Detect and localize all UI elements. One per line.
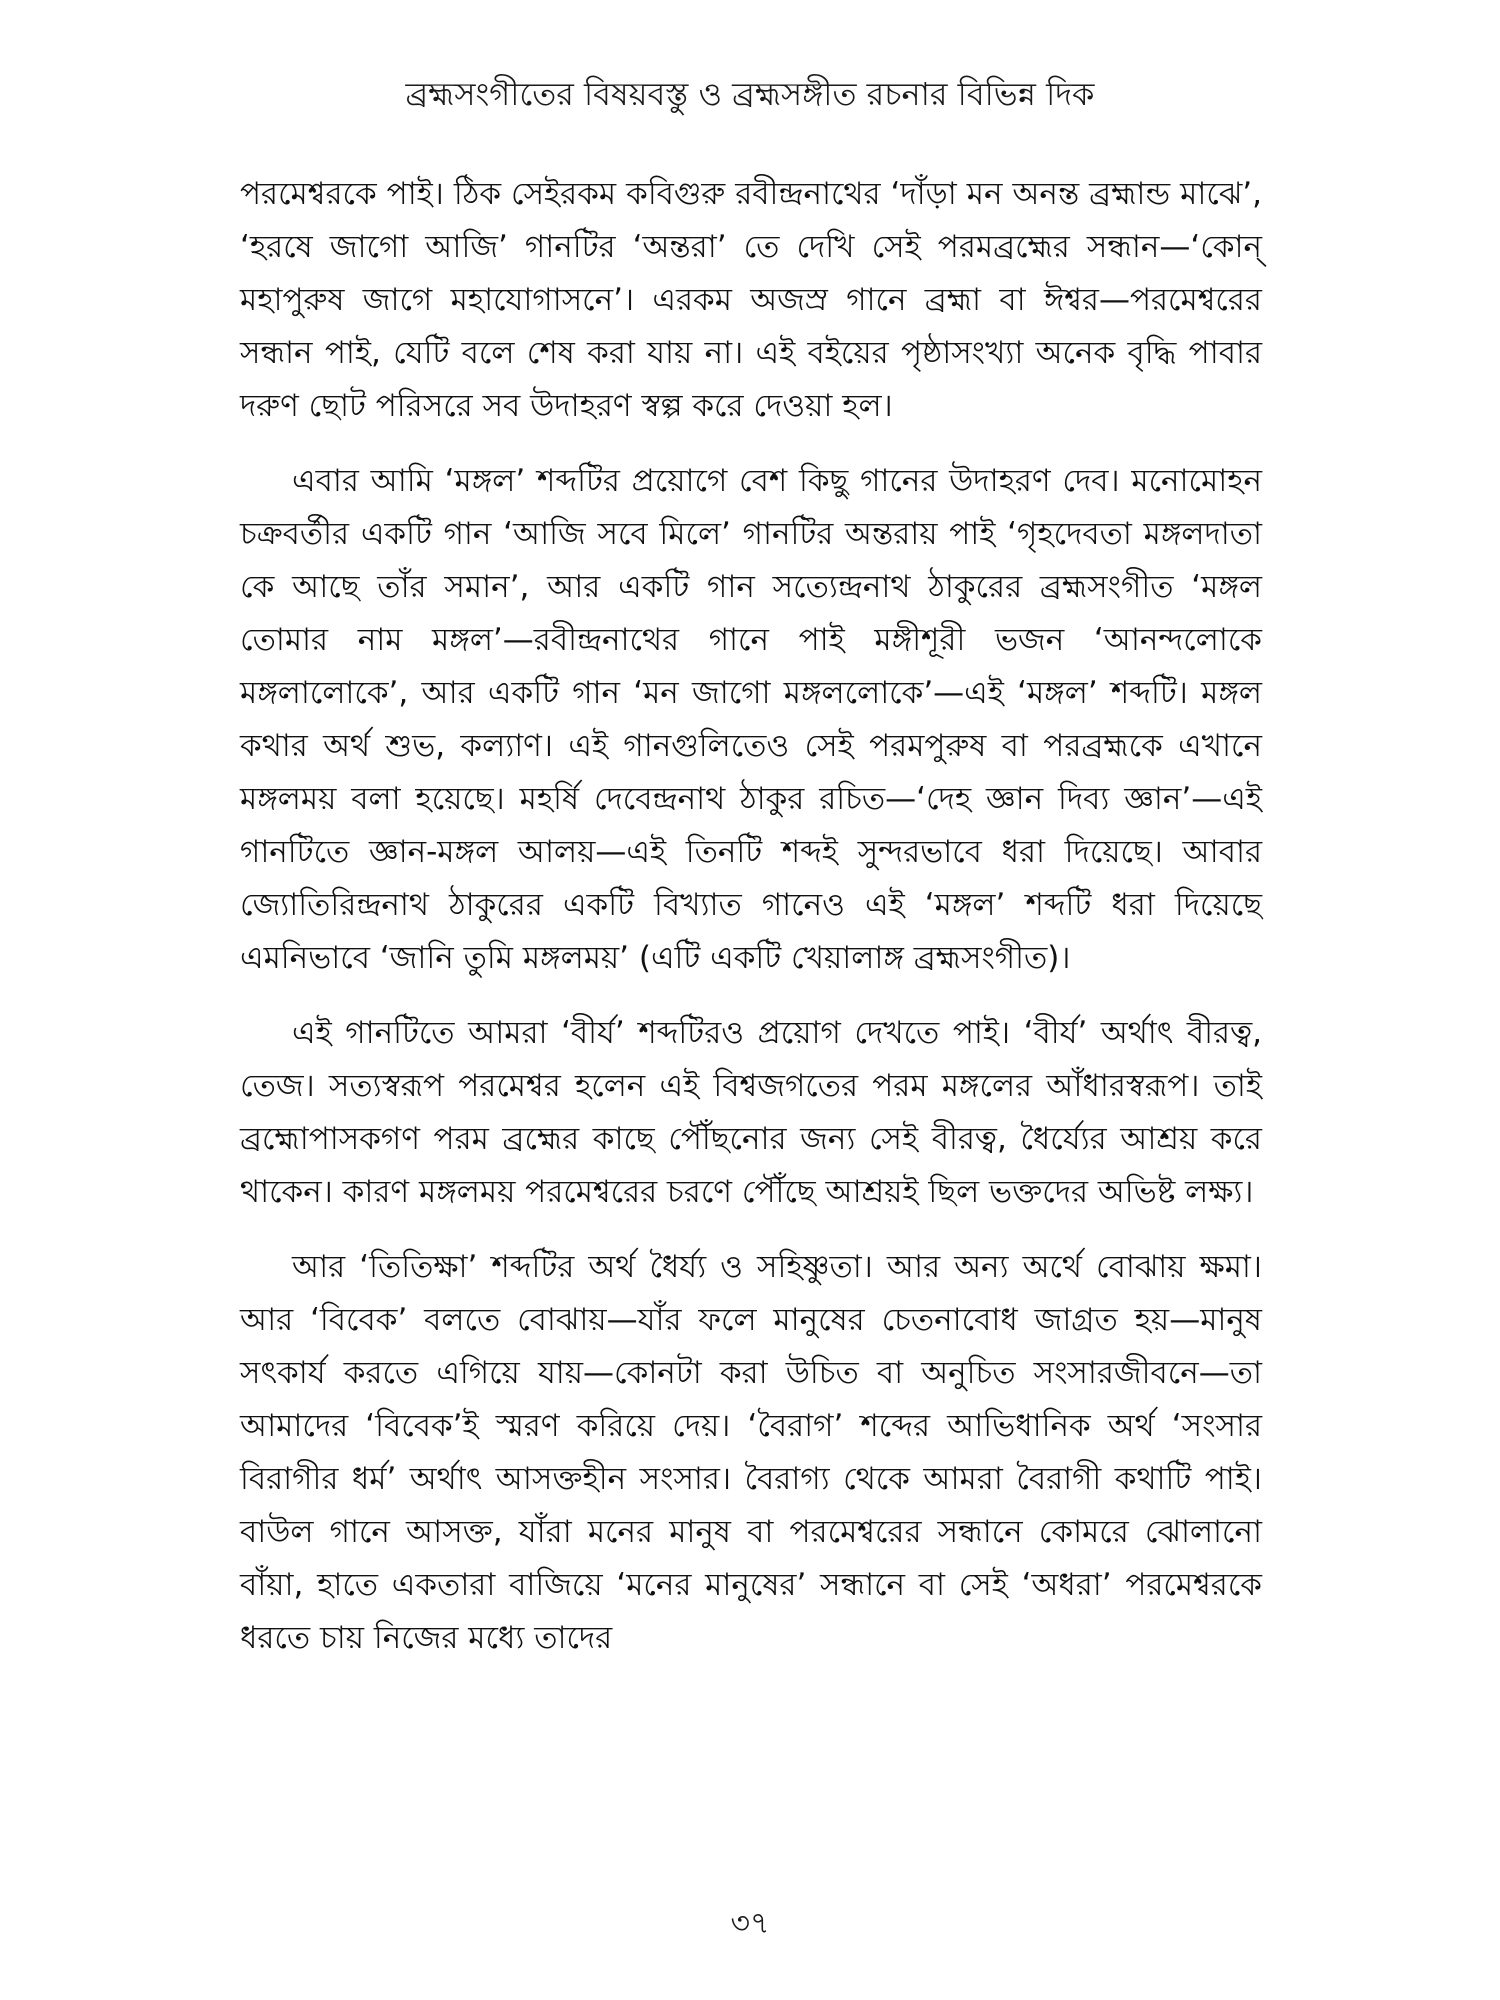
paragraph-continuation: পরমেশ্বরকে পাই। ঠিক সেইরকম কবিগুরু রবীন্দ্রনাথের ‘দাঁড়া মন অনন্ত ব্রহ্মান্ড মাঝে’, ‘হরষে জাগো আজি’ গানটির ‘অন্তরা’ তে দেখি সেই পরমব্রহ্মের সন্ধান—‘কোন্ মহাপুরুষ জাগে মহাযোগাসনে’। এরকম অজস্র গানে ব্রহ্মা বা ঈশ্বর—পরমেশ্বরের সন্ধান পাই, যেটি বলে শেষ করা যায় না। এই বইয়ের পৃষ্ঠাসংখ্যা অনেক বৃদ্ধি পাবার দরুণ ছোট পরিসরে সব উদাহরণ স্বল্প করে দেওয়া হল। (240, 176, 1262, 424)
running-header: ব্রহ্মসংগীতের বিষয়বস্তু ও ব্রহ্মসঙ্গীত রচনার বিভিন্ন দিক (405, 75, 1095, 113)
body-text (240, 168, 1262, 1687)
paragraph-mangal: এবার আমি ‘মঙ্গল’ শব্দটির প্রয়োগে বেশ কিছু গানের উদাহরণ দেব। মনোমোহন চক্রবর্তীর একটি গান ‘আজি সবে মিলে’ গানটির অন্তরায় পাই ‘গৃহদেবতা মঙ্গলদাতা কে আছে তাঁর সমান’, আর একটি গান সত্যেন্দ্রনাথ ঠাকুরের ব্রহ্মসংগীত ‘মঙ্গল তোমার নাম মঙ্গল’—রবীন্দ্রনাথের গানে পাই মঙ্গীশূরী ভজন ‘আনন্দলোকে মঙ্গলালোকে’, আর একটি গান ‘মন জাগো মঙ্গললোকে’—এই ‘মঙ্গল’ শব্দটি। মঙ্গল কথার অর্থ শুভ, কল্যাণ। এই গানগুলিতেও সেই পরমপুরুষ বা পরব্রহ্মকে এখানে মঙ্গলময় বলা হয়েছে। মহর্ষি দেবেন্দ্রনাথ ঠাকুর রচিত—‘দেহ জ্ঞান দিব্য জ্ঞান’—এই গানটিতে জ্ঞান-মঙ্গল আলয়—এই তিনটি শব্দই সুন্দরভাবে ধরা দিয়েছে। আবার জ্যোতিরিন্দ্রনাথ ঠাকুরের একটি বিখ্যাত গানেও এই ‘মঙ্গল’ শব্দটি ধরা দিয়েছে এমনিভাবে ‘জানি তুমি মঙ্গলময়’ (এটি একটি খেয়ালাঙ্গ ব্রহ্মসংগীত)। (240, 463, 1262, 976)
page-number: ৩৭ (730, 1906, 770, 1941)
paragraph-virya: এই গানটিতে আমরা ‘বীর্য’ শব্দটিরও প্রয়োগ দেখতে পাই। ‘বীর্য’ অর্থাৎ বীরত্ব, তেজ। সত্যস্বরূপ পরমেশ্বর হলেন এই বিশ্বজগতের পরম মঙ্গলের আঁধারস্বরূপ। তাই ব্রহ্মোপাসকগণ পরম ব্রহ্মের কাছে পৌঁছনোর জন্য সেই বীরত্ব, ধৈর্য্যের আশ্রয় করে থাকেন। কারণ মঙ্গলময় পরমেশ্বরের চরণে পৌঁছে আশ্রয়ই ছিল ভক্তদের অভিষ্ট লক্ষ্য। (240, 1015, 1262, 1210)
paragraph-titiksha: আর ‘তিতিক্ষা’ শব্দটির অর্থ ধৈর্য্য ও সহিষ্ণুতা। আর অন্য অর্থে বোঝায় ক্ষমা। আর ‘বিবেক’ বলতে বোঝায়—যাঁর ফলে মানুষের চেতনাবোধ জাগ্রত হয়—মানুষ সৎকার্য করতে এগিয়ে যায়—কোনটা করা উচিত বা অনুচিত সংসারজীবনে—তা আমাদের ‘বিবেক’ই স্মরণ করিয়ে দেয়। ‘বৈরাগ’ শব্দের আভিধানিক অর্থ ‘সংসার বিরাগীর ধর্ম’ অর্থাৎ আসক্তহীন সংসার। বৈরাগ্য থেকে আমরা বৈরাগী কথাটি পাই। বাউল গানে আসক্ত, যাঁরা মনের মানুষ বা পরমেশ্বরের সন্ধানে কোমরে ঝোলানো বাঁয়া, হাতে একতারা বাজিয়ে ‘মনের মানুষের’ সন্ধানে বা সেই ‘অধরা’ পরমেশ্বরকে ধরতে চায় নিজের মধ্যে তাদের (240, 1249, 1262, 1656)
